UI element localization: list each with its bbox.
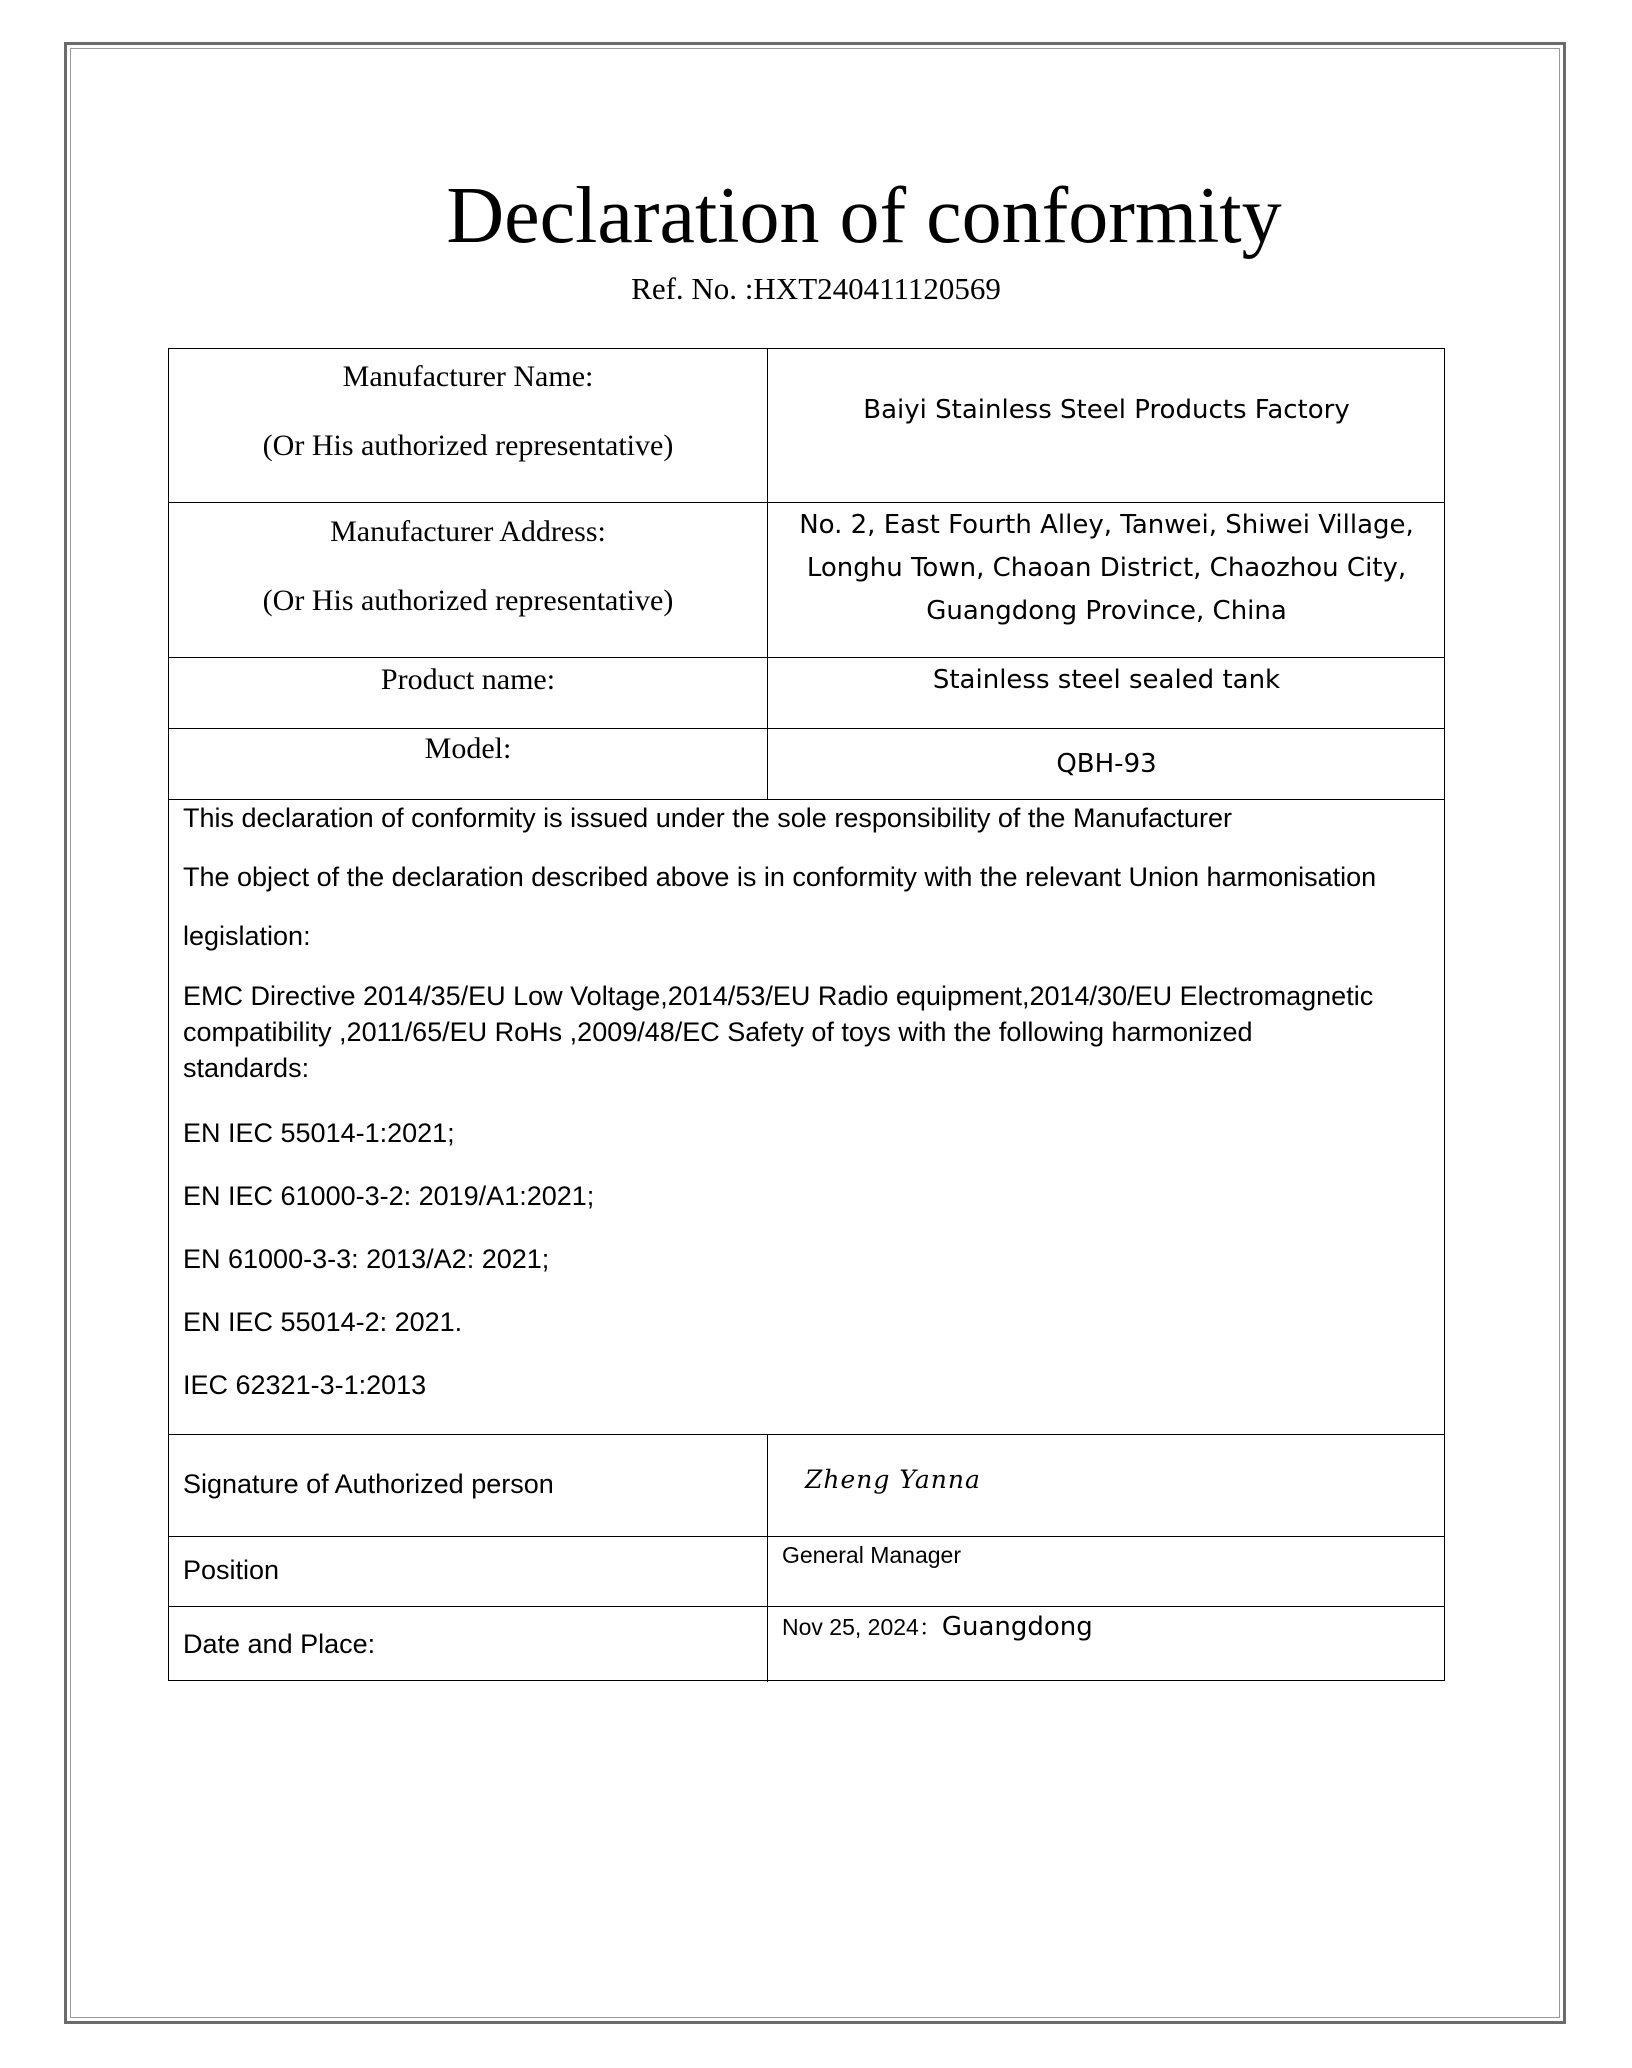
manufacturer-address-label-line2: (Or His authorized representative) <box>262 584 674 617</box>
directives-line1: EMC Directive 2014/35/EU Low Voltage,2014/53/EU Radio equipment,2014/30/EU Electromagnetic <box>183 981 1374 1011</box>
date-place-value <box>782 1606 1422 1682</box>
manufacturer-name-value: Baiyi Stainless Steel Products Factory <box>863 395 1350 425</box>
manufacturer-name-label-line1: Manufacturer Name: <box>342 360 594 393</box>
directives-line2: compatibility ,2011/65/EU RoHs ,2009/48/EC Safety of toys with the following harmonized <box>183 1017 1253 1047</box>
date-place-separator: ： <box>918 1615 942 1641</box>
declaration-statement-2-line2: legislation: <box>183 921 311 951</box>
address-line2: Longhu Town, Chaoan District, Chaozhou City, <box>806 553 1407 583</box>
standard-item: IEC 62321-3-1:2013 <box>183 1370 427 1400</box>
directives-line3: standards: <box>183 1053 310 1083</box>
position-value: General Manager <box>782 1542 961 1568</box>
manufacturer-name-label <box>169 349 767 502</box>
standard-item: EN IEC 55014-2: 2021. <box>183 1307 463 1337</box>
declaration-statement-2-line1: The object of the declaration described above is in conformity with the relevant Union harmonisation <box>183 862 1377 892</box>
manufacturer-address-label-line1: Manufacturer Address: <box>330 515 606 548</box>
signature-label: Signature of Authorized person <box>183 1469 554 1499</box>
manufacturer-name-label-line2: (Or His authorized representative) <box>262 429 674 462</box>
place-value: Guangdong <box>941 1612 1093 1642</box>
address-line1: No. 2, East Fourth Alley, Tanwei, Shiwei Village, <box>799 510 1414 540</box>
standard-item: EN IEC 55014-1:2021; <box>183 1118 455 1148</box>
manufacturer-address-value <box>767 502 1446 657</box>
manufacturer-address-label <box>169 502 767 657</box>
declaration-table <box>168 348 1445 1681</box>
standard-item: EN 61000-3-3: 2013/A2: 2021; <box>183 1244 550 1274</box>
signature-value: Zheng Yanna <box>805 1465 981 1494</box>
date-place-label: Date and Place: <box>183 1629 376 1659</box>
standard-item: EN IEC 61000-3-2: 2019/A1:2021; <box>183 1181 595 1211</box>
model-value: QBH-93 <box>1056 749 1157 779</box>
address-line3: Guangdong Province, China <box>926 596 1287 626</box>
reference-number: Ref. No. :HXT240411120569 <box>631 271 1001 306</box>
product-name-value: Stainless steel sealed tank <box>932 665 1281 695</box>
declaration-statement-1: This declaration of conformity is issued under the sole responsibility of the Manufacturer <box>183 803 1233 833</box>
declaration-text <box>183 799 1433 1434</box>
column-divider <box>767 1434 768 1682</box>
product-name-label: Product name: <box>380 663 556 696</box>
date-value: Nov 25, 2024 <box>782 1614 919 1640</box>
model-label: Model: <box>424 732 512 765</box>
position-label: Position <box>183 1555 280 1585</box>
document-title: Declaration of conformity <box>446 172 1282 260</box>
